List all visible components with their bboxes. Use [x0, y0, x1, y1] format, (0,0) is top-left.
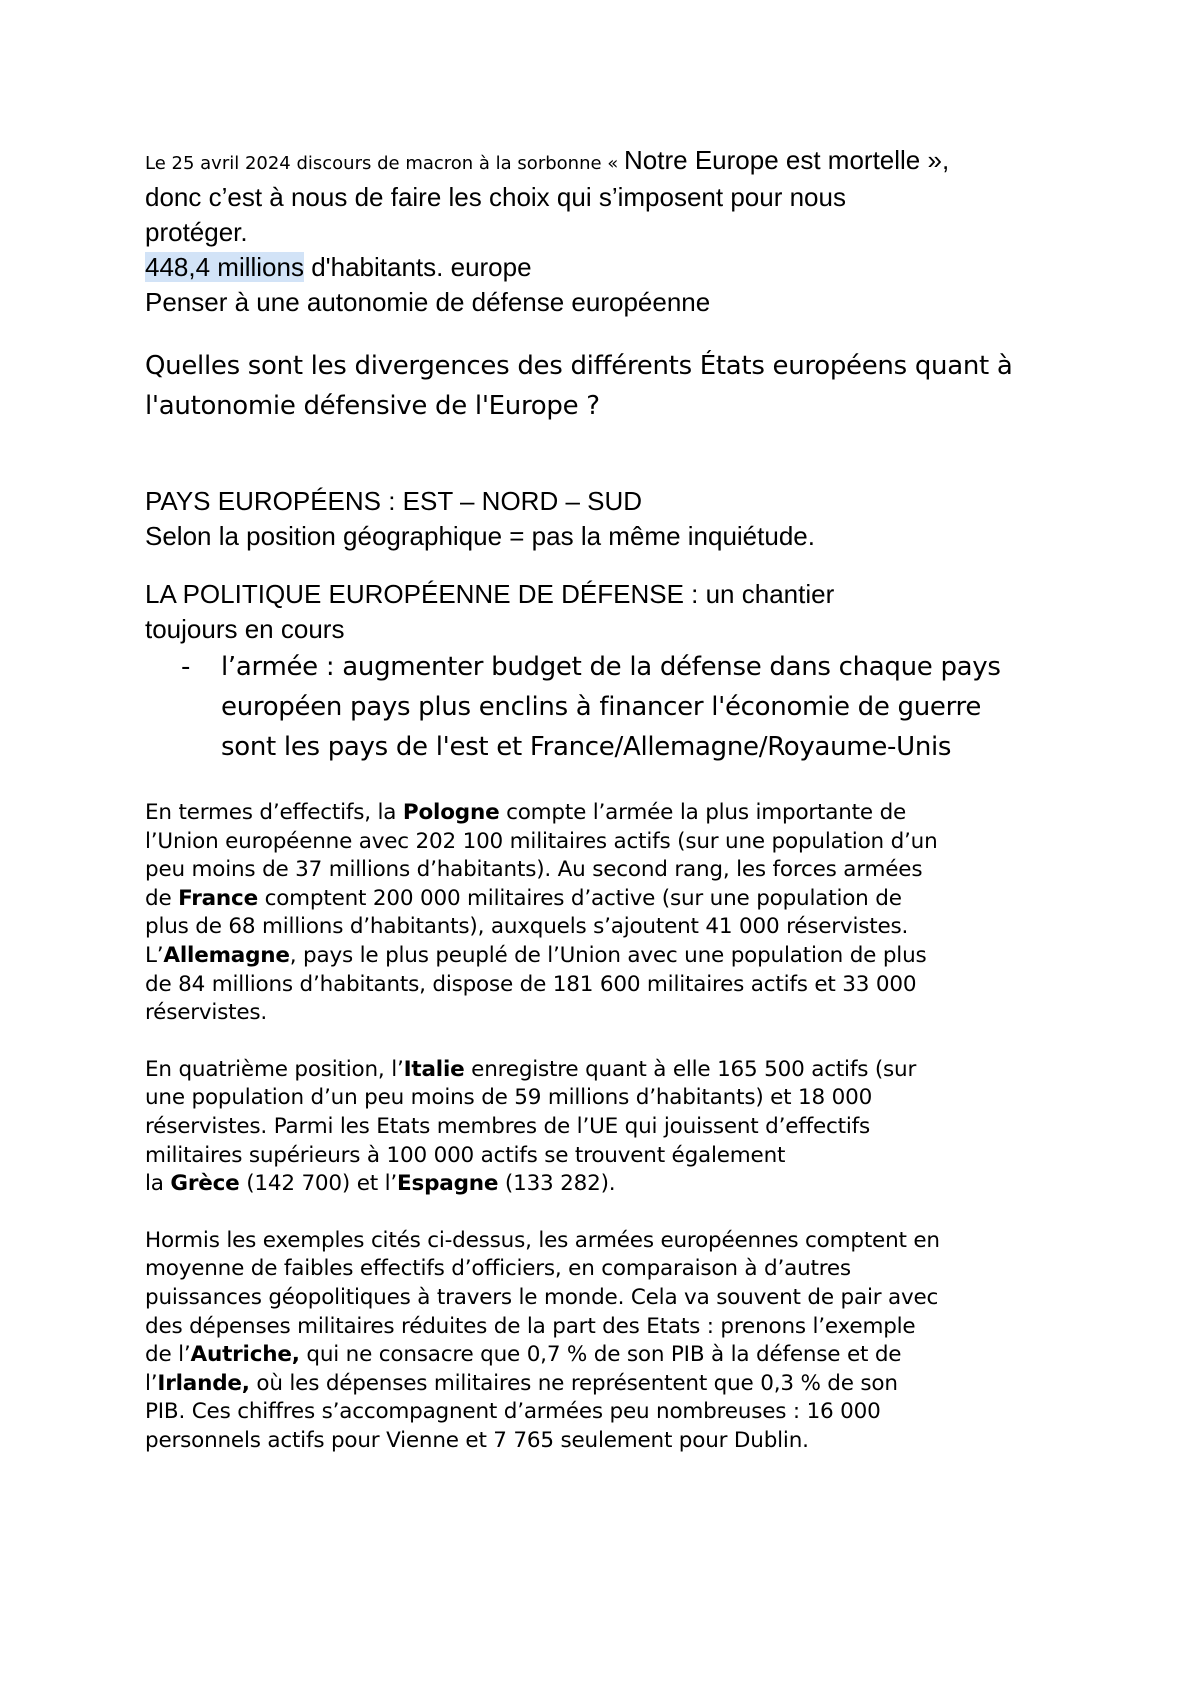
bullet-line-2: européen pays plus enclins à financer l'économie de guerre	[221, 692, 982, 722]
bullet-body	[221, 647, 1001, 767]
country-allemagne: Allemagne	[163, 942, 290, 968]
para3-line-1: Hormis les exemples cités ci-dessus, les armées européennes comptent en	[145, 1227, 940, 1253]
country-autriche: Autriche,	[190, 1342, 300, 1368]
para2-line-5	[145, 1170, 1095, 1199]
document-page	[145, 145, 1095, 1455]
para1-text: de	[145, 885, 179, 911]
para2-text: la	[145, 1171, 171, 1197]
intro-line-2: donc c’est à nous de faire les choix qui s’imposent pour nous	[145, 182, 846, 212]
para3-line-3: puissances géopolitiques à travers le monde. Cela va souvent de pair avec	[145, 1284, 939, 1310]
question-line-1: Quelles sont les divergences des différents États européens quant à	[145, 351, 1013, 381]
country-italie: Italie	[403, 1056, 465, 1082]
bullet-line-3: sont les pays de l'est et France/Allemagne/Royaume-Unis	[221, 732, 952, 762]
intro-line-1-small: Le 25 avril 2024 discours de macron à la sorbonne «	[145, 153, 625, 174]
intro-line-1	[145, 145, 1095, 180]
paragraph-effectifs	[145, 799, 1095, 1028]
para1-text: comptent 200 000 militaires d’active (sur une population de	[257, 885, 902, 911]
para1-line-1	[145, 799, 1095, 828]
section2-title-line-2: toujours en cours	[145, 614, 345, 644]
para2-text: En quatrième position, l’	[145, 1056, 404, 1082]
para1-line-3: peu moins de 37 millions d’habitants). Au second rang, les forces armées	[145, 857, 923, 883]
para2-line-4: militaires supérieurs à 100 000 actifs se trouvent également	[145, 1142, 786, 1168]
population-rest: d'habitants. europe	[303, 252, 532, 282]
question-line-2: l'autonomie défensive de l'Europe ?	[145, 391, 600, 421]
para3-line-5	[145, 1341, 1095, 1370]
para2-text: (142 700) et l’	[239, 1171, 398, 1197]
intro-line-4	[145, 250, 1095, 285]
country-pologne: Pologne	[402, 800, 500, 825]
para3-line-8: personnels actifs pour Vienne et 7 765 seulement pour Dublin.	[145, 1427, 809, 1453]
intro-line-3: protéger.	[145, 217, 248, 247]
para1-line-7: de 84 millions d’habitants, dispose de 181 600 militaires actifs et 33 000	[145, 971, 917, 997]
para1-text: En termes d’effectifs, la	[145, 800, 403, 825]
country-espagne: Espagne	[397, 1171, 499, 1197]
section1-title: PAYS EUROPÉENS : EST – NORD – SUD	[145, 486, 643, 516]
section-pays-europeens	[145, 484, 1095, 554]
para1-line-8: réservistes.	[145, 1000, 268, 1026]
para2-line-1	[145, 1056, 1095, 1085]
paragraph-quatrieme-position	[145, 1056, 1095, 1199]
intro-line-5: Penser à une autonomie de défense européenne	[145, 287, 711, 317]
para1-line-4	[145, 885, 1095, 914]
para3-text: de l’	[145, 1342, 191, 1368]
para3-line-2: moyenne de faibles effectifs d’officiers, en comparaison à d’autres	[145, 1256, 851, 1282]
paragraph-exemples	[145, 1227, 1095, 1456]
intro-line-1-large: Notre Europe est mortelle »,	[624, 145, 950, 175]
para3-text: l’	[145, 1370, 158, 1396]
para2-text: enregistre quant à elle 165 500 actifs (sur	[464, 1056, 917, 1082]
para1-line-5: plus de 68 millions d’habitants), auxquels s’ajoutent 41 000 réservistes.	[145, 914, 909, 940]
para1-text: compte l’armée la plus importante de	[499, 800, 907, 825]
country-grece: Grèce	[170, 1171, 240, 1197]
section2-title-line-1: LA POLITIQUE EUROPÉENNE DE DÉFENSE : un chantier	[145, 579, 835, 609]
bullet-item-armee	[145, 647, 1095, 767]
bullet-line-1: l’armée : augmenter budget de la défense dans chaque pays	[221, 652, 1001, 682]
section1-subtitle: Selon la position géographique = pas la même inquiétude.	[145, 521, 815, 551]
para1-line-2: l’Union européenne avec 202 100 militaires actifs (sur une population d’un	[145, 828, 938, 854]
intro-block	[145, 145, 1095, 320]
para3-text: qui ne consacre que 0,7 % de son PIB à la défense et de	[299, 1342, 902, 1368]
para2-line-2: une population d’un peu moins de 59 millions d’habitants) et 18 000	[145, 1085, 873, 1111]
para3-line-7: PIB. Ces chiffres s’accompagnent d’armées peu nombreuses : 16 000	[145, 1399, 881, 1425]
para3-line-4: des dépenses militaires réduites de la part des Etats : prenons l’exemple	[145, 1313, 916, 1339]
para3-text: où les dépenses militaires ne représentent que 0,3 % de son	[249, 1370, 898, 1396]
para1-text: L’	[145, 942, 164, 968]
country-irlande: Irlande,	[157, 1370, 250, 1396]
population-highlight: 448,4 millions	[145, 252, 304, 282]
para2-line-3: réservistes. Parmi les Etats membres de l’UE qui jouissent d’effectifs	[145, 1113, 871, 1139]
research-question	[145, 346, 1095, 426]
para2-text: (133 282).	[498, 1171, 616, 1197]
para1-line-6	[145, 942, 1095, 971]
para1-text: , pays le plus peuplé de l’Union avec une population de plus	[289, 942, 927, 968]
section-politique-defense	[145, 577, 1095, 767]
bullet-dash: -	[181, 652, 191, 682]
para3-line-6	[145, 1370, 1095, 1399]
country-france: France	[178, 885, 258, 911]
